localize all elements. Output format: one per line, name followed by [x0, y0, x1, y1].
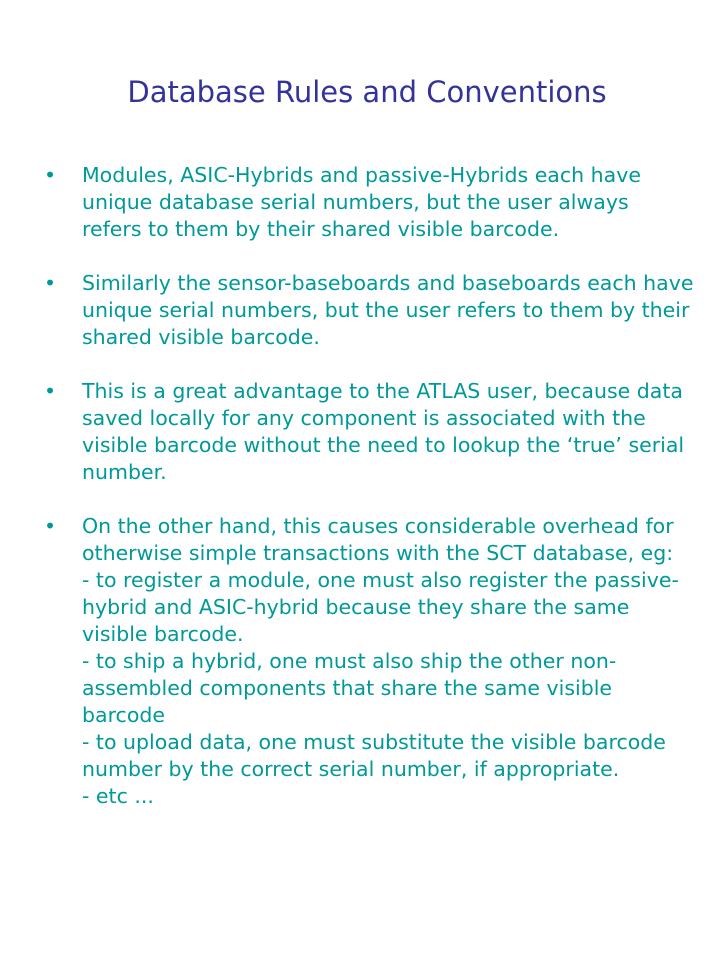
- bullet-item: [44, 513, 694, 810]
- bullet-item: [44, 378, 694, 486]
- bullet-text: On the other hand, this causes considerable overhead for otherwise simple transactions with the SCT database, eg:: [82, 514, 674, 565]
- sub-line: - to ship a hybrid, one must also ship the other non-assembled components that share the same visible barcode: [82, 649, 617, 727]
- bullet-dot-icon: •: [44, 163, 57, 187]
- slide-title: Database Rules and Conventions: [127, 75, 607, 109]
- bullet-text: This is a great advantage to the ATLAS user, because data saved locally for any component is associated with the visible barcode without the need to lookup the ‘true’ serial number.: [82, 379, 685, 484]
- bullet-item: [44, 162, 694, 243]
- bullet-item: [44, 270, 694, 351]
- bullet-dot-icon: •: [44, 379, 57, 403]
- sub-line: - etc ...: [82, 784, 154, 808]
- bullet-dot-icon: •: [44, 514, 57, 538]
- bullet-dot-icon: •: [44, 271, 57, 295]
- bullet-text: Similarly the sensor-baseboards and baseboards each have unique serial numbers, but the user refers to them by their shared visible barcode.: [82, 271, 694, 349]
- sub-line: - to register a module, one must also register the passive-hybrid and ASIC-hybrid because they share the same visible barcode.: [82, 568, 679, 646]
- bullet-text: Modules, ASIC-Hybrids and passive-Hybrids each have unique database serial numbers, but the user always refers to them by their shared visible barcode.: [82, 163, 641, 241]
- sub-line: - to upload data, one must substitute the visible barcode number by the correct serial number, if appropriate.: [82, 730, 666, 781]
- bullet-list: [44, 162, 694, 837]
